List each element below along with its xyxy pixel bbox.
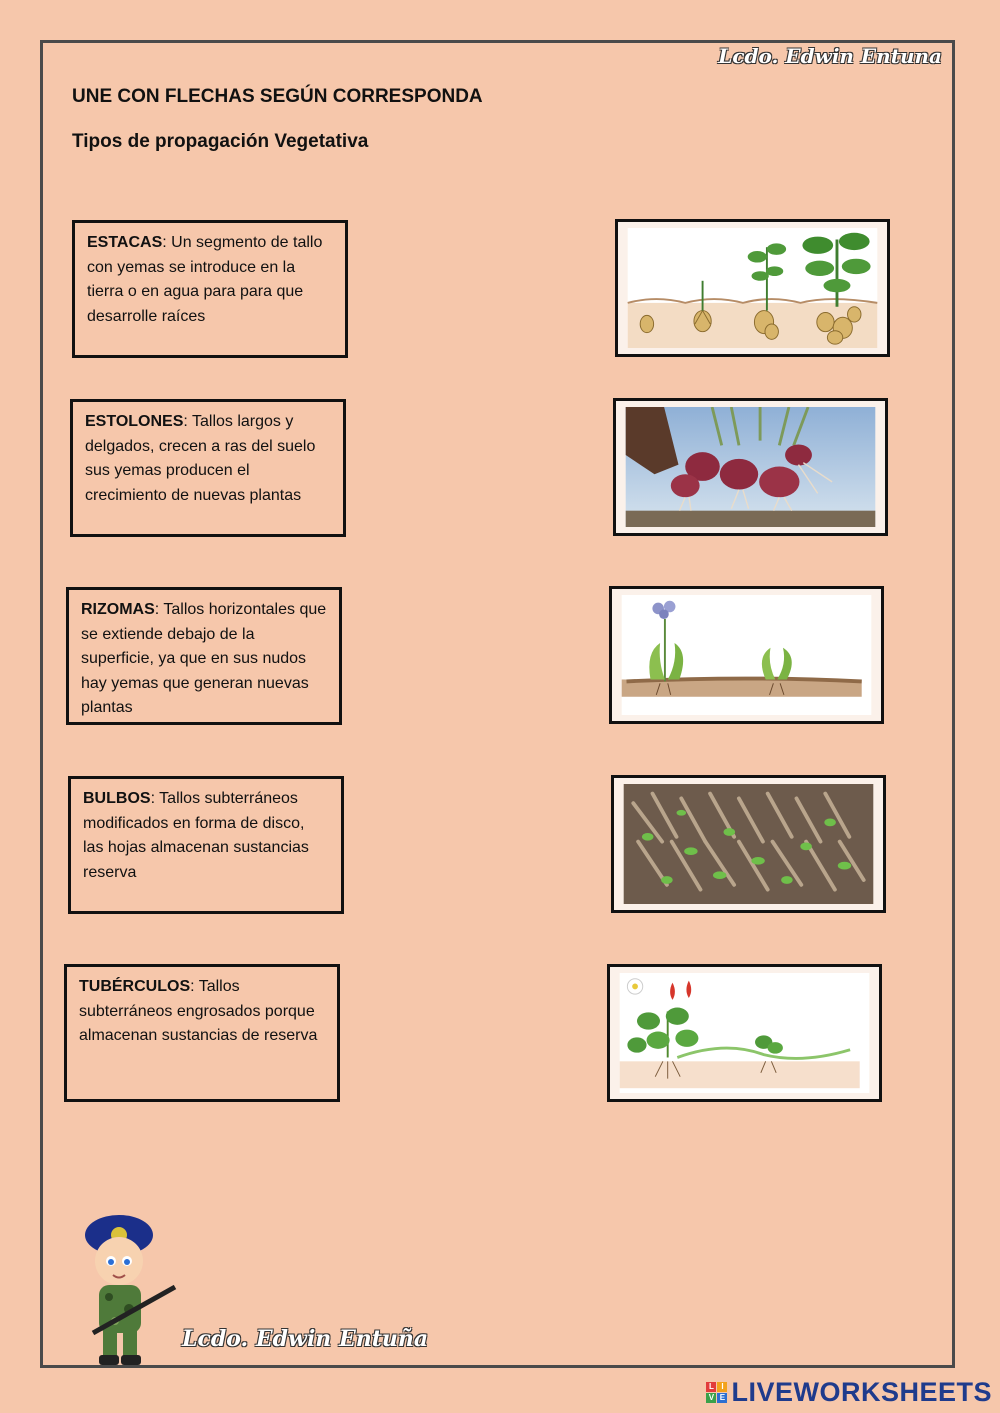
signature-top: Lcdo. Edwin Entuna xyxy=(718,44,942,68)
soldier-mascot-icon xyxy=(75,1213,185,1368)
onion-bulbs-image xyxy=(622,407,879,527)
potato-sprouting-image xyxy=(624,228,881,348)
liveworksheets-brand[interactable] xyxy=(706,1377,992,1408)
picture-cuttings[interactable] xyxy=(611,775,886,913)
stem-cuttings-image xyxy=(620,784,877,904)
card-description: : Tallos largos y delgados, crecen a ras del suelo sus yemas producen el crecimiento de nuevas plantas xyxy=(85,413,316,504)
card-estolones[interactable] xyxy=(70,399,346,537)
picture-onion-bulbs[interactable] xyxy=(613,398,888,536)
logo-letter: L xyxy=(706,1382,716,1392)
picture-potato-tubers[interactable] xyxy=(615,219,890,357)
rhizome-plant-image xyxy=(618,595,875,715)
card-term: RIZOMAS xyxy=(81,601,155,618)
card-term: ESTACAS xyxy=(87,234,163,251)
signature-bottom: Lcdo. Edwin Entuña xyxy=(182,1326,429,1352)
soldier-mascot xyxy=(75,1213,185,1368)
card-term: ESTOLONES xyxy=(85,413,184,430)
strawberry-stolon-image xyxy=(616,973,873,1093)
page-title: UNE CON FLECHAS SEGÚN CORRESPONDA xyxy=(72,86,483,107)
card-term: BULBOS xyxy=(83,790,151,807)
card-estacas[interactable] xyxy=(72,220,348,358)
logo-letter: V xyxy=(706,1393,716,1403)
card-rizomas[interactable] xyxy=(66,587,342,725)
card-description: : Tallos subterráneos modificados en forma de disco, las hojas almacenan sustancias reserva xyxy=(83,790,309,881)
page-subtitle: Tipos de propagación Vegetativa xyxy=(72,131,369,152)
liveworksheets-wordmark: LIVEWORKSHEETS xyxy=(731,1377,992,1407)
card-description: : Tallos subterráneos engrosados porque almacenan sustancias de reserva xyxy=(79,978,318,1044)
picture-rhizome-iris[interactable] xyxy=(609,586,884,724)
card-tuberculos[interactable] xyxy=(64,964,340,1102)
card-description: : Tallos horizontales que se extiende debajo de la superficie, ya que en sus nudos hay yemas que generan nuevas plantas xyxy=(81,601,327,716)
logo-letter: I xyxy=(717,1382,727,1392)
card-bulbos[interactable] xyxy=(68,776,344,914)
card-term: TUBÉRCULOS xyxy=(79,978,191,995)
logo-letter: E xyxy=(717,1393,727,1403)
card-description: : Un segmento de tallo con yemas se introduce en la tierra o en agua para para que desarrolle raíces xyxy=(87,234,323,325)
picture-strawberry-stolons[interactable] xyxy=(607,964,882,1102)
liveworksheets-logo-icon xyxy=(706,1382,727,1403)
